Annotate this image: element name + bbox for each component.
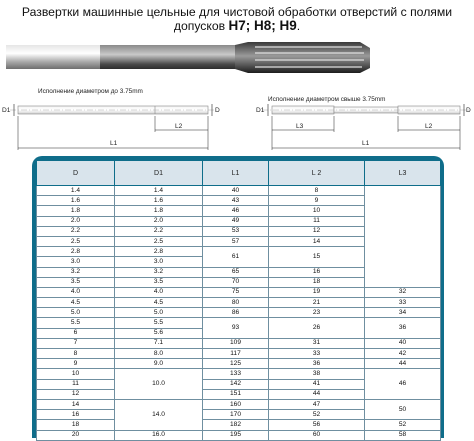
cell-d1: 2.8 [115, 247, 203, 257]
cell-d: 16 [37, 410, 115, 420]
cell-l2: 15 [269, 247, 365, 267]
cell-d: 4.0 [37, 287, 115, 297]
cell-l1: 49 [203, 216, 269, 226]
cell-d1: 1.4 [115, 186, 203, 196]
right-d1-label: D1 [256, 107, 265, 114]
cell-l2: 16 [269, 267, 365, 277]
left-d1-label: D1 [2, 107, 11, 114]
cell-d: 5.5 [37, 318, 115, 328]
cell-d: 12 [37, 389, 115, 399]
right-l2-label: L2 [425, 123, 433, 130]
cell-l2: 21 [269, 298, 365, 308]
cell-d: 20 [37, 430, 115, 440]
dimensions-table [36, 160, 441, 441]
table-row [37, 338, 441, 348]
right-caption: Исполнение диаметром свыше 3.75mm [268, 96, 386, 103]
cell-l2: 18 [269, 277, 365, 287]
cell-d: 4.5 [37, 298, 115, 308]
cell-l2: 31 [269, 338, 365, 348]
cell-l1: 86 [203, 308, 269, 318]
cell-d1: 5.5 [115, 318, 203, 328]
cell-d: 8 [37, 349, 115, 359]
cell-d: 2.5 [37, 236, 115, 246]
cell-l2: 11 [269, 216, 365, 226]
cell-d: 3.0 [37, 257, 115, 267]
cell-d1: 4.0 [115, 287, 203, 297]
cell-d1: 8.0 [115, 349, 203, 359]
left-l1-label: L1 [110, 140, 118, 147]
cell-d: 18 [37, 420, 115, 430]
cell-l2: 38 [269, 369, 365, 379]
cell-l2: 52 [269, 410, 365, 420]
cell-l1: 46 [203, 206, 269, 216]
header-d: D [37, 161, 115, 186]
cell-l1: 40 [203, 186, 269, 196]
cell-l3: 58 [365, 430, 441, 440]
cell-l3: 46 [365, 369, 441, 400]
cell-l2: 26 [269, 318, 365, 338]
cell-l1: 43 [203, 196, 269, 206]
cell-l1: 151 [203, 389, 269, 399]
header-l2: L 2 [269, 161, 365, 186]
cell-l3: 44 [365, 359, 441, 369]
table-row [37, 430, 441, 440]
cell-d: 1.4 [37, 186, 115, 196]
cell-d1: 1.6 [115, 196, 203, 206]
cell-l2: 60 [269, 430, 365, 440]
title-text: Развертки машинные цельные для чистовой обработки отверстий с полями допусков [21, 5, 453, 33]
cell-l1: 125 [203, 359, 269, 369]
cell-l2: 12 [269, 226, 365, 236]
cell-l1: 75 [203, 287, 269, 297]
cell-d: 1.6 [37, 196, 115, 206]
cell-l1: 170 [203, 410, 269, 420]
cell-d: 10 [37, 369, 115, 379]
cell-d1: 2.0 [115, 216, 203, 226]
table-row [37, 420, 441, 430]
table-row [37, 349, 441, 359]
header-l3: L3 [365, 161, 441, 186]
cell-d1: 3.2 [115, 267, 203, 277]
right-l3-label: L3 [296, 123, 304, 130]
cell-l3: 50 [365, 399, 441, 419]
cell-l1: 93 [203, 318, 269, 338]
table-row [37, 186, 441, 196]
table-row [37, 298, 441, 308]
cell-l3: 52 [365, 420, 441, 430]
cell-d1: 14.0 [115, 399, 203, 430]
table-row [37, 359, 441, 369]
reamer-drawings [0, 0, 474, 156]
cell-l1: 195 [203, 430, 269, 440]
cell-l1: 53 [203, 226, 269, 236]
cell-l1: 182 [203, 420, 269, 430]
table-row [37, 308, 441, 318]
cell-l2: 56 [269, 420, 365, 430]
cell-l1: 80 [203, 298, 269, 308]
cell-l1: 65 [203, 267, 269, 277]
cell-d: 5.0 [37, 308, 115, 318]
cell-d1: 3.0 [115, 257, 203, 267]
cell-d1: 2.2 [115, 226, 203, 236]
cell-d: 14 [37, 399, 115, 409]
table-row [37, 318, 441, 328]
left-l2-label: L2 [175, 123, 183, 130]
cell-l3: 33 [365, 298, 441, 308]
cell-l2: 8 [269, 186, 365, 196]
cell-l1: 133 [203, 369, 269, 379]
tolerance-grades: H7; H8; H9 [228, 18, 297, 33]
cell-l2: 41 [269, 379, 365, 389]
table-header-row [37, 161, 441, 186]
cell-d1: 10.0 [115, 369, 203, 400]
cell-l1: 142 [203, 379, 269, 389]
cell-d1: 7.1 [115, 338, 203, 348]
cell-l2: 10 [269, 206, 365, 216]
cell-l1: 109 [203, 338, 269, 348]
cell-l3: 42 [365, 349, 441, 359]
cell-l1: 117 [203, 349, 269, 359]
cell-l1: 57 [203, 236, 269, 246]
table-row [37, 369, 441, 379]
cell-d1: 16.0 [115, 430, 203, 440]
cell-l2: 33 [269, 349, 365, 359]
cell-d: 6 [37, 328, 115, 338]
cell-l1: 70 [203, 277, 269, 287]
table-row [37, 399, 441, 409]
right-l1-label: L1 [362, 140, 370, 147]
cell-l3: 34 [365, 308, 441, 318]
cell-l3: 40 [365, 338, 441, 348]
cell-d1: 1.8 [115, 206, 203, 216]
cell-l3: 36 [365, 318, 441, 338]
cell-d1: 2.5 [115, 236, 203, 246]
header-l1: L1 [203, 161, 269, 186]
right-d-label: D [466, 107, 471, 114]
cell-d: 9 [37, 359, 115, 369]
title-period: . [296, 19, 301, 33]
cell-l2: 44 [269, 389, 365, 399]
cell-l1: 61 [203, 247, 269, 267]
cell-d1: 5.6 [115, 328, 203, 338]
left-technical-drawing [2, 88, 220, 150]
cell-d: 2.8 [37, 247, 115, 257]
cell-d: 2.2 [37, 226, 115, 236]
left-d-label: D [215, 107, 220, 114]
table-row [37, 287, 441, 297]
cell-l2: 14 [269, 236, 365, 246]
cell-d1: 4.5 [115, 298, 203, 308]
cell-d: 11 [37, 379, 115, 389]
header-d1: D1 [115, 161, 203, 186]
cell-d1: 9.0 [115, 359, 203, 369]
cell-l1: 160 [203, 399, 269, 409]
cell-d: 3.5 [37, 277, 115, 287]
cell-d1: 3.5 [115, 277, 203, 287]
left-caption: Исполнение диаметром до 3.75mm [38, 88, 143, 95]
cell-d: 7 [37, 338, 115, 348]
cell-l2: 36 [269, 359, 365, 369]
right-technical-drawing [256, 96, 471, 150]
cell-l3: 32 [365, 287, 441, 297]
cell-l3 [365, 186, 441, 288]
cell-l2: 23 [269, 308, 365, 318]
reamer-photo [6, 42, 370, 73]
cell-l2: 47 [269, 399, 365, 409]
cell-l2: 19 [269, 287, 365, 297]
cell-d: 2.0 [37, 216, 115, 226]
cell-l2: 9 [269, 196, 365, 206]
cell-d1: 5.0 [115, 308, 203, 318]
cell-d: 1.8 [37, 206, 115, 216]
cell-d: 3.2 [37, 267, 115, 277]
